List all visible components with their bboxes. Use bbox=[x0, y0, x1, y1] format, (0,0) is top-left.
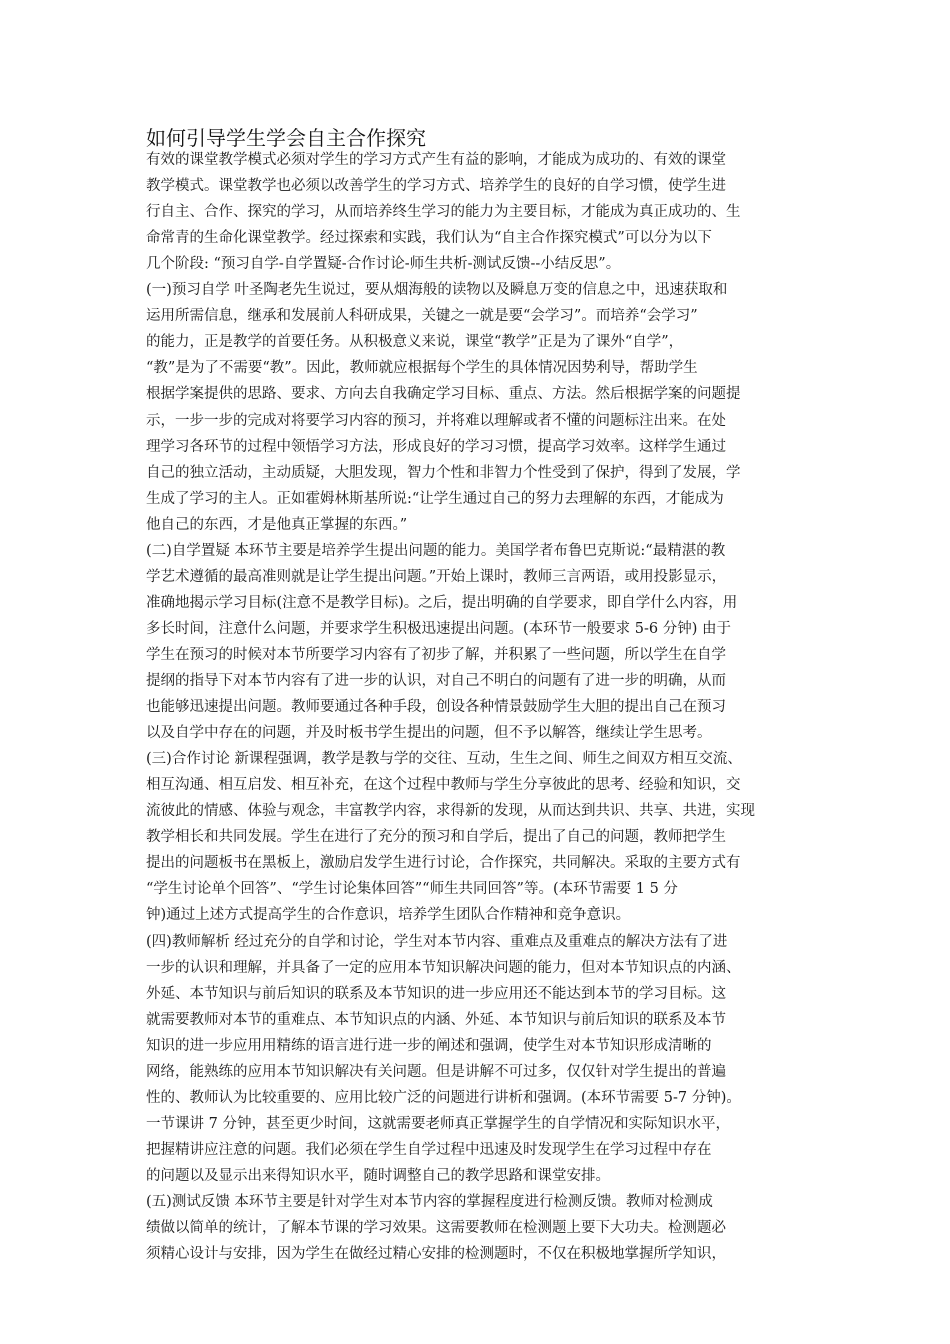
paragraph-line: 提纲的指导下对本节内容有了进一步的认识，对自己不明白的问题有了进一步的明确，从而 bbox=[146, 673, 726, 689]
paragraph-line: “教”是为了不需要“教”。因此，教师就应根据每个学生的具体情况因势利导，帮助学生 bbox=[146, 360, 698, 376]
paragraph-line: (三)合作讨论 新课程强调，教学是教与学的交往、互动，生生之间、师生之间双方相互交流、 bbox=[146, 751, 742, 767]
paragraph-line: 运用所需信息，继承和发展前人科研成果，关键之一就是要“会学习”。而培养“会学习” bbox=[146, 308, 698, 324]
paragraph-line: 根据学案提供的思路、要求、方向去自我确定学习目标、重点、方法。然后根据学案的问题提 bbox=[146, 386, 741, 402]
paragraph-line: 须精心设计与安排，因为学生在做经过精心安排的检测题时，不仅在积极地掌握所学知识， bbox=[146, 1246, 726, 1262]
paragraph-line: 生成了学习的主人。正如霍姆林斯基所说:“让学生通过自己的努力去理解的东西，才能成为 bbox=[146, 491, 724, 507]
paragraph-line: 网络，能熟练的应用本节知识解决有关问题。但是讲解不可过多，仅仅针对学生提出的普遍 bbox=[146, 1064, 726, 1080]
paragraph-line: 流彼此的情感、体验与观念，丰富教学内容，求得新的发现，从而达到共识、共享、共进，实现 bbox=[146, 803, 755, 819]
paragraph-line: 一步的认识和理解，并具备了一定的应用本节知识解决问题的能力，但对本节知识点的内涵、 bbox=[146, 960, 741, 976]
paragraph-line: 多长时间，注意什么问题，并要求学生积极迅速提出问题。(本环节一般要求 5-6 分钟) 由于 bbox=[146, 621, 731, 637]
paragraph-line: 以及自学中存在的问题，并及时板书学生提出的问题，但不予以解答，继续让学生思考。 bbox=[146, 725, 712, 741]
paragraph-line: 就需要教师对本节的重难点、本节知识点的内涵、外延、本节知识与前后知识的联系及本节 bbox=[146, 1012, 726, 1028]
paragraph-line: 的能力，正是教学的首要任务。从积极意义来说，课堂“教学”正是为了课外“自学”， bbox=[146, 334, 684, 350]
paragraph-line: 性的、教师认为比较重要的、应用比较广泛的问题进行讲析和强调。(本环节需要 5-7 分钟)。 bbox=[146, 1090, 741, 1106]
paragraph-line: 一节课讲 7 分钟，甚至更少时间，这就需要老师真正掌握学生的自学情况和实际知识水平， bbox=[146, 1116, 730, 1132]
document-title: 如何引导学生学会自主合作探究 bbox=[146, 126, 426, 150]
paragraph-line: 他自己的东西，才是他真正掌握的东西。” bbox=[146, 517, 408, 533]
paragraph-line: 相互沟通、相互启发、相互补充，在这个过程中教师与学生分享彼此的思考、经验和知识，交 bbox=[146, 777, 741, 793]
paragraph-line: 命常青的生命化课堂教学。经过探索和实践，我们认为“自主合作探究模式”可以分为以下 bbox=[146, 230, 712, 246]
paragraph-line: 几个阶段: “预习自学-自学置疑-合作讨论-师生共析-测试反馈--小结反思”。 bbox=[146, 256, 621, 272]
paragraph-line: 外延、本节知识与前后知识的联系及本节知识的进一步应用还不能达到本节的学习目标。这 bbox=[146, 986, 726, 1002]
paragraph-line: 的问题以及显示出来得知识水平，随时调整自己的教学思路和课堂安排。 bbox=[146, 1168, 610, 1184]
paragraph-line: 学艺术遵循的最高准则就是让学生提出问题。”开始上课时，教师三言两语，或用投影显示， bbox=[146, 569, 727, 585]
paragraph-line: (一)预习自学 叶圣陶老先生说过，要从烟海般的读物以及瞬息万变的信息之中，迅速获取和 bbox=[146, 282, 728, 298]
paragraph-line: (五)测试反馈 本环节主要是针对学生对本节内容的掌握程度进行检测反馈。教师对检测成 bbox=[146, 1194, 713, 1210]
paragraph-line: (四)教师解析 经过充分的自学和讨论，学生对本节内容、重难点及重难点的解决方法有了进 bbox=[146, 934, 728, 950]
paragraph-line: 自己的独立活动，主动质疑，大胆发现，智力个性和非智力个性受到了保护，得到了发展，学 bbox=[146, 465, 741, 481]
paragraph-line: 把握精讲应注意的问题。我们必须在学生自学过程中迅速及时发现学生在学习过程中存在 bbox=[146, 1142, 712, 1158]
paragraph-line: 教学模式。课堂教学也必须以改善学生的学习方式、培养学生的良好的自学习惯，使学生进 bbox=[146, 178, 726, 194]
paragraph-line: 有效的课堂教学模式必须对学生的学习方式产生有益的影响，才能成为成功的、有效的课堂 bbox=[146, 152, 726, 168]
paragraph-line: 示，一步一步的完成对将要学习内容的预习，并将难以理解或者不懂的问题标注出来。在处 bbox=[146, 413, 726, 429]
paragraph-line: 知识的进一步应用用精练的语言进行进一步的阐述和强调，使学生对本节知识形成清晰的 bbox=[146, 1038, 712, 1054]
paragraph-line: 也能够迅速提出问题。教师要通过各种手段，创设各种情景鼓励学生大胆的提出自己在预习 bbox=[146, 699, 726, 715]
paragraph-line: 提出的问题板书在黑板上，激励启发学生进行讨论，合作探究，共同解决。采取的主要方式有 bbox=[146, 855, 741, 871]
paragraph-line: 教学相长和共同发展。学生在进行了充分的预习和自学后，提出了自己的问题，教师把学生 bbox=[146, 829, 726, 845]
paragraph-line: 理学习各环节的过程中领悟学习方法，形成良好的学习习惯，提高学习效率。这样学生通过 bbox=[146, 439, 726, 455]
paragraph-line: 绩做以简单的统计，了解本节课的学习效果。这需要教师在检测题上要下大功夫。检测题必 bbox=[146, 1220, 726, 1236]
paragraph-line: (二)自学置疑 本环节主要是培养学生提出问题的能力。美国学者布鲁巴克斯说:“最精湛的教 bbox=[146, 543, 726, 559]
paragraph-line: 准确地揭示学习目标(注意不是教学目标)。之后，提出明确的自学要求，即自学什么内容，用 bbox=[146, 595, 738, 611]
paragraph-line: “学生讨论单个回答”、“学生讨论集体回答”“师生共同回答”等。(本环节需要 1 5 分 bbox=[146, 881, 678, 897]
paragraph-line: 钟)通过上述方式提高学生的合作意识，培养学生团队合作精神和竞争意识。 bbox=[146, 907, 631, 923]
paragraph-line: 学生在预习的时候对本节所要学习内容有了初步了解，并积累了一些问题，所以学生在自学 bbox=[146, 647, 726, 663]
paragraph-line: 行自主、合作、探究的学习，从而培养终生学习的能力为主要目标，才能成为真正成功的、生 bbox=[146, 204, 741, 220]
